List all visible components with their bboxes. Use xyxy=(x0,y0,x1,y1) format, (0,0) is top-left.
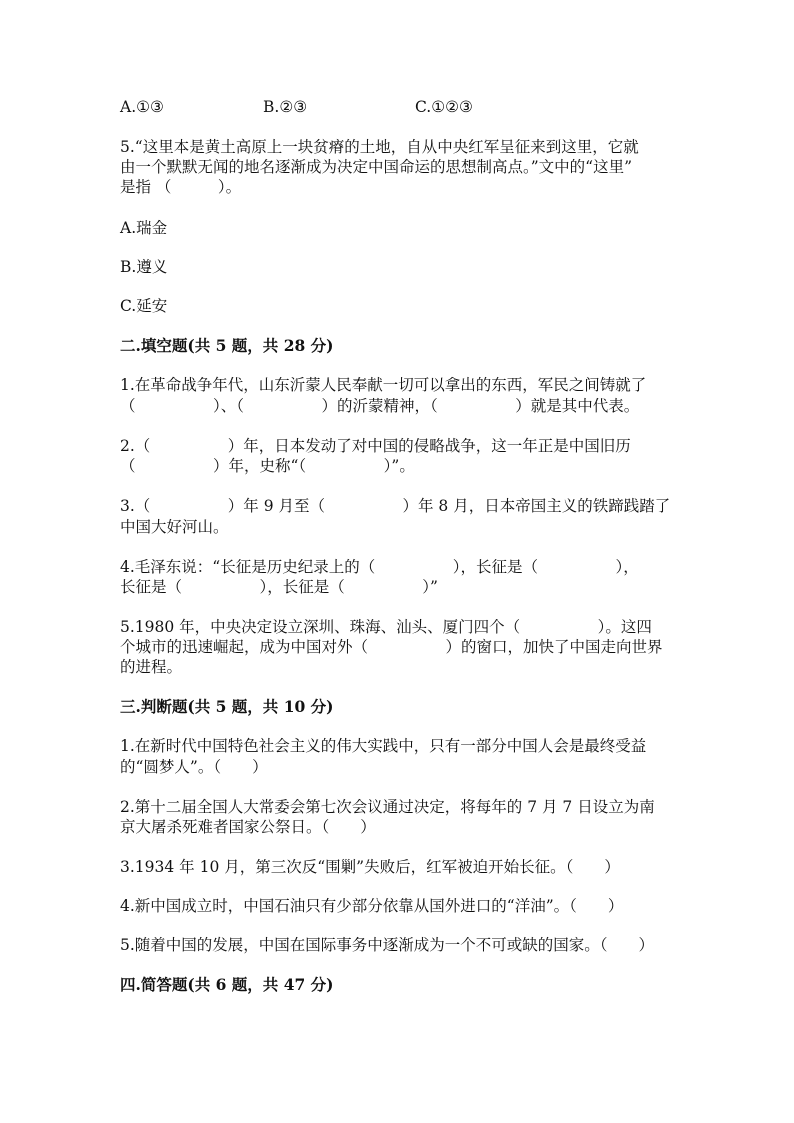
option-a: A.①③ xyxy=(120,98,164,116)
option-c: C.延安 xyxy=(120,297,168,315)
question-text: 京大屠杀死难者国家公祭日。（ ） xyxy=(120,818,376,836)
question-text: 3.（ ）年 9 月至（ ）年 8 月，日本帝国主义的铁蹄践踏了 xyxy=(120,497,671,515)
question-text: （ ）年，史称“（ ）”。 xyxy=(120,457,415,475)
q4-options-row xyxy=(120,97,680,117)
question-text: 1.在革命战争年代，山东沂蒙人民奉献一切可以拿出的东西，军民之间铸就了 xyxy=(120,376,647,394)
option-b: B.遵义 xyxy=(120,258,168,276)
question-text: （ ）、（ ）的沂蒙精神，（ ）就是其中代表。 xyxy=(120,397,640,415)
option-c: C.①②③ xyxy=(415,98,473,116)
question-text: 的进程。 xyxy=(120,658,183,676)
section-heading: 四.简答题(共 6 题，共 47 分) xyxy=(120,975,334,994)
section-heading: 三.判断题(共 5 题，共 10 分) xyxy=(120,697,334,716)
question-text: 中国大好河山。 xyxy=(120,518,229,536)
question-text: 1.在新时代中国特色社会主义的伟大实践中，只有一部分中国人会是最终受益 xyxy=(120,737,647,755)
question-text: 长征是（ ），长征是（ ）” xyxy=(120,578,438,596)
question-text: 2.第十二届全国人大常委会第七次会议通过决定，将每年的 7 月 7 日设立为南 xyxy=(120,798,655,816)
question-text: 由一个默默无闻的地名逐渐成为决定中国命运的思想制高点。”文中的“这里” xyxy=(120,158,633,176)
question-text: 3.1934 年 10 月，第三次反“围剿”失败后，红军被迫开始长征。（ ） xyxy=(120,858,620,876)
question-text: 5.随着中国的发展，中国在国际事务中逐渐成为一个不可或缺的国家。（ ） xyxy=(120,936,655,954)
option-b: B.②③ xyxy=(263,98,308,116)
section-heading: 二.填空题(共 5 题，共 28 分) xyxy=(120,336,334,355)
question-text: 5.“这里本是黄土高原上一块贫瘠的土地，自从中央红军呈征来到这里，它就 xyxy=(120,138,639,156)
question-text: 4.毛泽东说：“长征是历史纪录上的（ ），长征是（ ）， xyxy=(120,558,639,576)
question-text: 4.新中国成立时，中国石油只有少部分依靠从国外进口的“洋油”。（ ） xyxy=(120,897,624,915)
option-a: A.瑞金 xyxy=(120,219,168,237)
question-text: 是指 （ ）。 xyxy=(120,178,242,196)
question-text: 2.（ ）年，日本发动了对中国的侵略战争，这一年正是中国旧历 xyxy=(120,437,631,455)
question-text: 5.1980 年，中央决定设立深圳、珠海、汕头、厦门四个（ ）。这四 xyxy=(120,618,652,636)
question-text: 个城市的迅速崛起，成为中国对外（ ）的窗口，加快了中国走向世界 xyxy=(120,638,663,656)
question-text: 的“圆梦人”。（ ） xyxy=(120,758,268,776)
